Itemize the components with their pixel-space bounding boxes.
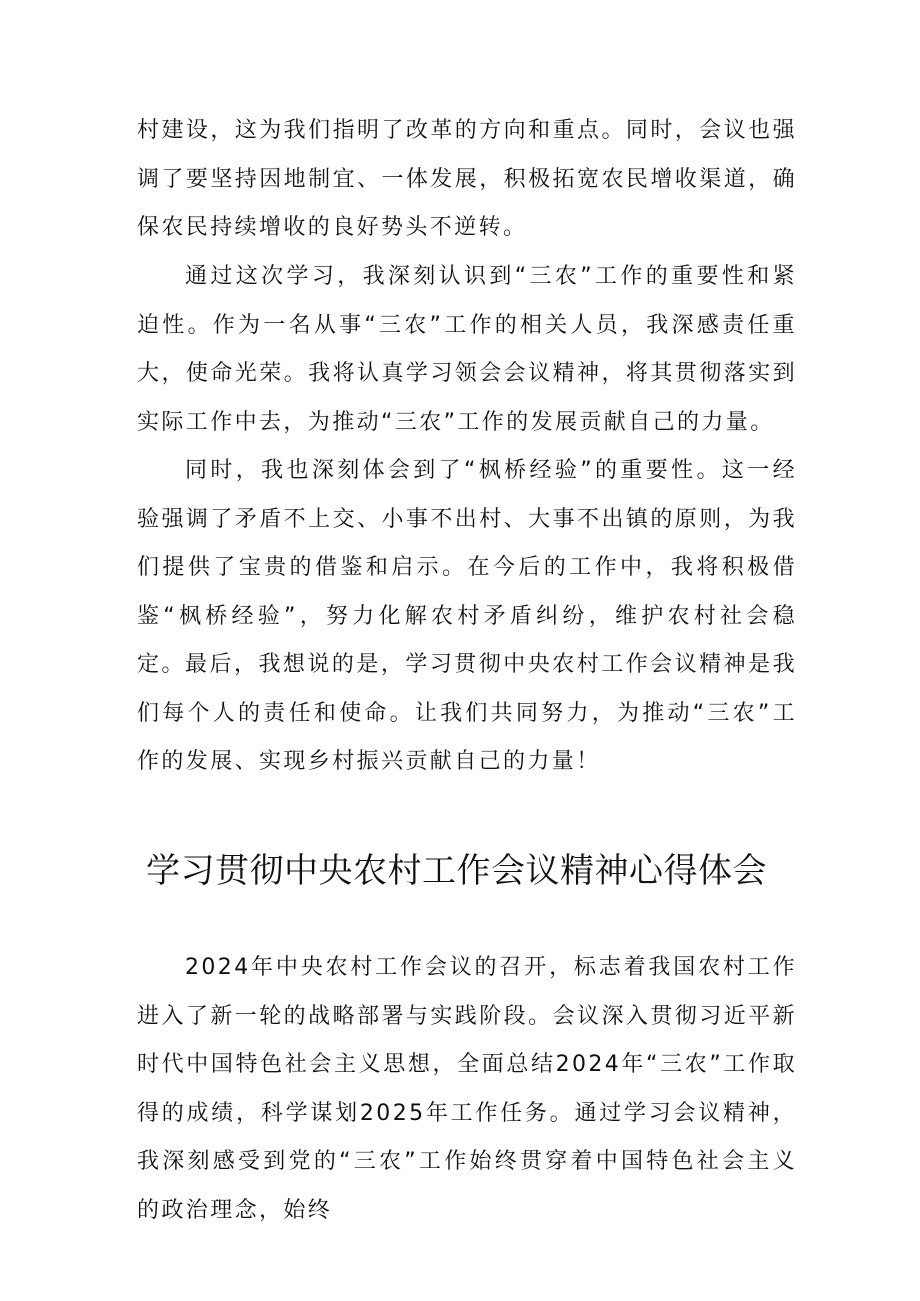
body-paragraph: 2024年中央农村工作会议的召开，标志着我国农村工作进入了新一轮的战略部署与实践阶段。会议深入贯彻习近平新时代中国特色社会主义思想，全面总结2024年“三农”工作取得的成绩，科学谋划2025年工作任务。通过学习会议精神，我深刻感受到党的“三农”工作始终贯穿着中国特色社会主义的政治理念，始终 <box>137 955 797 1223</box>
body-paragraph: 村建设，这为我们指明了改革的方向和重点。同时，会议也强调了要坚持因地制宜、一体发展，积极拓宽农民增收渠道，确保农民持续增收的良好势头不逆转。 <box>137 118 797 240</box>
body-paragraph: 最后，我想说的是，学习贯彻中央农村工作会议精神是我们每个人的责任和使命。让我们共同努力，为推动“三农”工作的发展、实现乡村振兴贡献自己的力量！ <box>137 652 797 774</box>
body-paragraph: 通过这次学习，我深刻认识到“三农”工作的重要性和紧迫性。作为一名从事“三农”工作的相关人员，我深感责任重大，使命光荣。我将认真学习领会会议精神，将其贯彻落实到实际工作中去，为推动“三农”工作的发展贡献自己的力量。 <box>137 264 797 435</box>
body-paragraph: 同时，我也深刻体会到了“枫桥经验”的重要性。这一经验强调了矛盾不上交、小事不出村、大事不出镇的原则，为我们提供了宝贵的借鉴和启示。在今后的工作中，我将积极借鉴“枫桥经验”，努力化解农村矛盾纠纷，维护农村社会稳定。 <box>137 458 797 677</box>
section-title: 学习贯彻中央农村工作会议精神心得体会 <box>146 851 767 891</box>
